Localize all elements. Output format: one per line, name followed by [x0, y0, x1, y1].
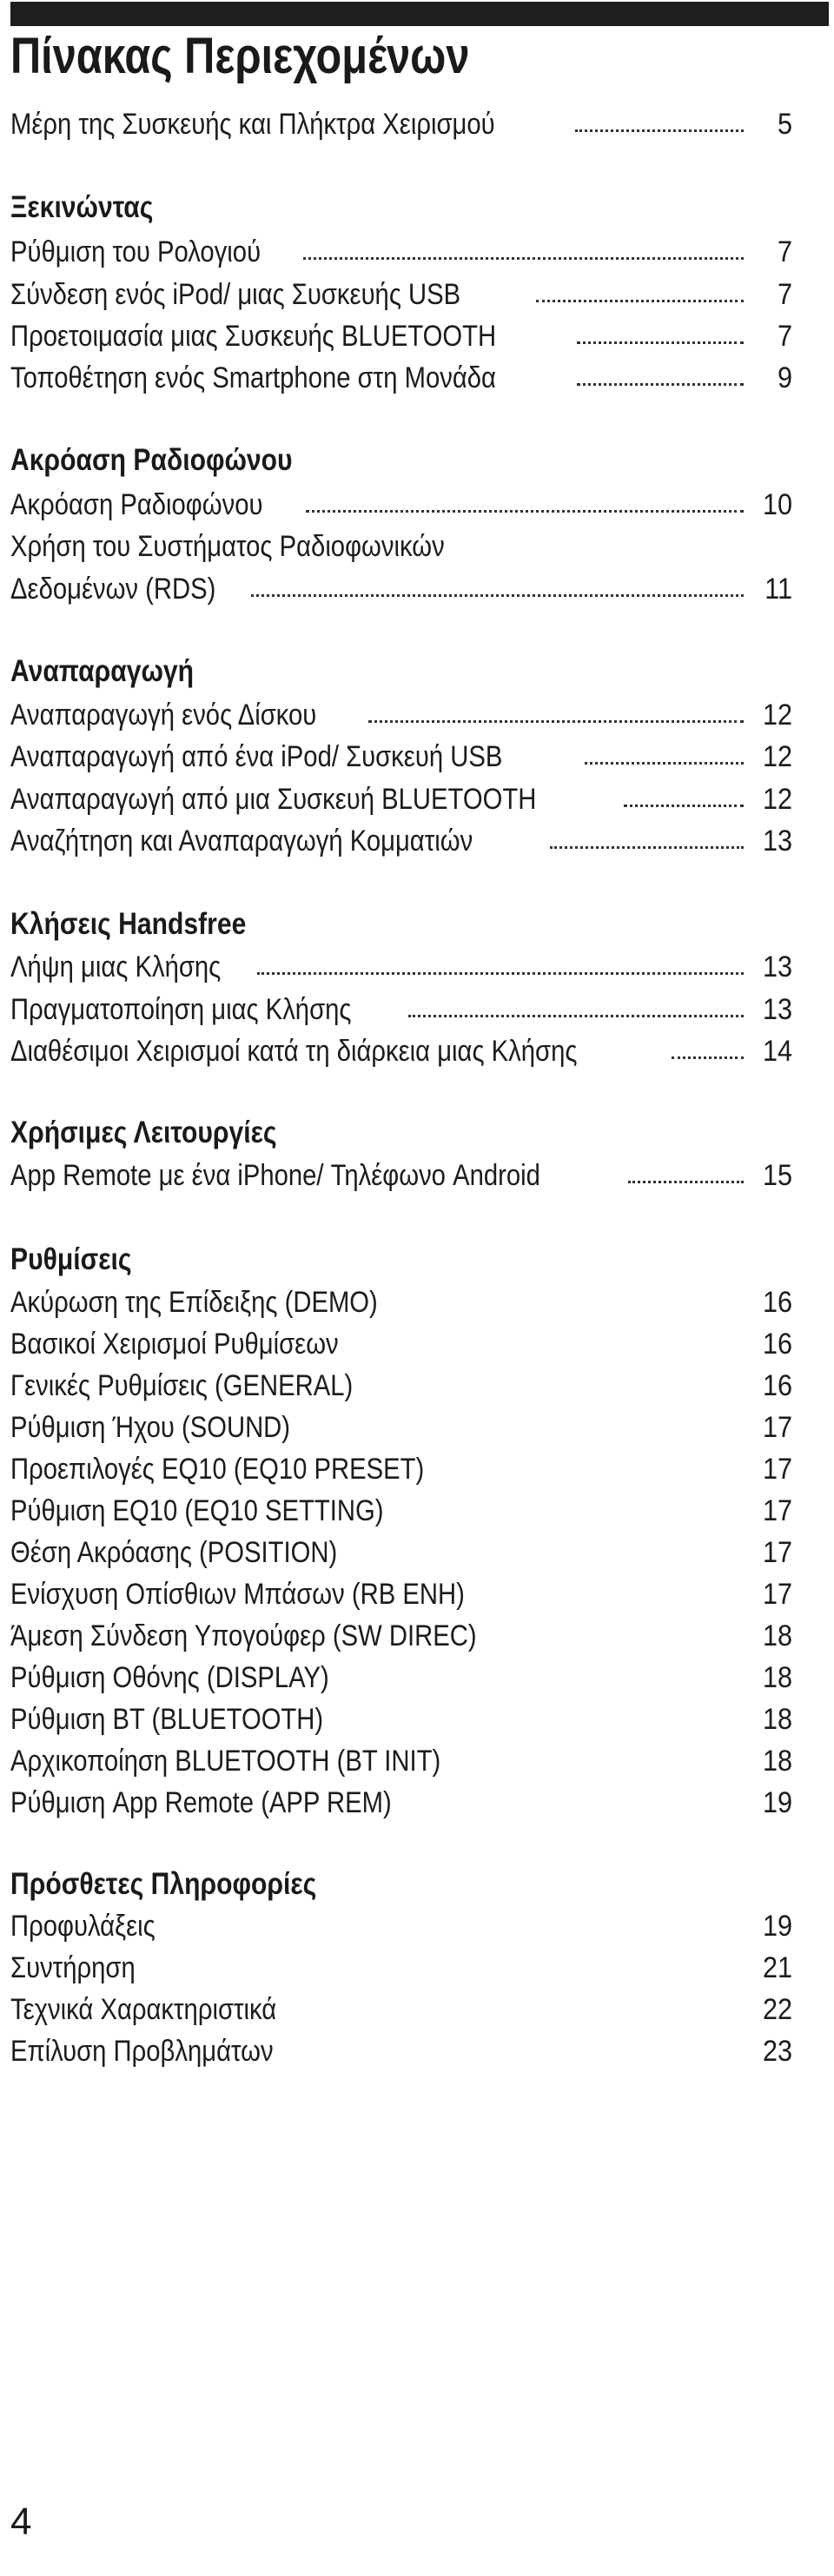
toc-entry-page: 12: [762, 783, 792, 816]
toc-entry-page: 16: [762, 1328, 792, 1361]
toc-entry-label: Ρύθμιση BT (BLUETOOTH): [10, 1703, 324, 1736]
toc-entry-page: 12: [762, 740, 792, 773]
toc-entry-label: Μέρη της Συσκευής και Πλήκτρα Χειρισμού: [10, 108, 495, 141]
header-rule: [10, 2, 829, 26]
toc-entry[interactable]: [10, 991, 792, 1028]
toc-entry-label: Αναζήτηση και Αναπαραγωγή Κομματιών: [10, 824, 473, 858]
toc-entry[interactable]: [10, 234, 792, 270]
toc-entry-label: Προετοιμασία μιας Συσκευής BLUETOOTH: [10, 320, 497, 353]
toc-entry[interactable]: [10, 276, 792, 313]
toc-entry[interactable]: [10, 571, 792, 607]
toc-entry[interactable]: [10, 1618, 792, 1654]
toc-entry-label: Ακύρωση της Επίδειξης (DEMO): [10, 1286, 378, 1319]
toc-entry[interactable]: [10, 1367, 792, 1404]
toc-entry-page: 19: [762, 1910, 792, 1943]
toc-entry-label: Αναπαραγωγή ενός Δίσκου: [10, 699, 317, 732]
page-title: Πίνακας Περιεχομένων: [10, 28, 470, 84]
toc-entry-page: 17: [762, 1453, 792, 1486]
dot-leader: [672, 1053, 744, 1059]
toc-entry-label: Ρύθμιση του Ρολογιού: [10, 235, 261, 268]
dot-leader: [624, 801, 744, 807]
toc-entry[interactable]: [10, 738, 792, 775]
toc-entry-page: 13: [762, 993, 792, 1026]
toc-entry-page: 18: [762, 1703, 792, 1736]
dot-leader: [536, 296, 744, 302]
toc-entry-label: Θέση Ακρόασης (POSITION): [10, 1536, 338, 1569]
toc-entry-label: Προφυλάξεις: [10, 1910, 156, 1943]
dot-leader: [575, 126, 744, 132]
toc-entry-page: 17: [762, 1411, 792, 1444]
toc-entry[interactable]: [10, 1157, 792, 1194]
section-heading: Πρόσθετες Πληροφορίες: [10, 1867, 317, 1901]
toc-entry[interactable]: [10, 697, 792, 733]
dot-leader: [577, 380, 744, 386]
dot-leader: [368, 717, 744, 723]
toc-entry[interactable]: [10, 106, 792, 142]
dot-leader: [306, 507, 744, 513]
toc-entry-label: Ρύθμιση Οθόνης (DISPLAY): [10, 1661, 329, 1694]
toc-entry-label: Προεπιλογές EQ10 (EQ10 PRESET): [10, 1453, 425, 1486]
toc-entry-label: Γενικές Ρυθμίσεις (GENERAL): [10, 1369, 354, 1402]
toc-entry-label: Ρύθμιση Ήχου (SOUND): [10, 1411, 291, 1444]
toc-entry-page: 21: [762, 1951, 792, 1984]
toc-entry-label: Δεδομένων (RDS): [10, 573, 216, 606]
toc-entry-page: 17: [762, 1536, 792, 1569]
dot-leader: [408, 1011, 744, 1017]
toc-entry-label: Αρχικοποίηση BLUETOOTH (BT INIT): [10, 1745, 441, 1778]
dot-leader: [550, 843, 744, 849]
section-heading: Ξεκινώντας: [10, 190, 154, 224]
section-heading: Αναπαραγωγή: [10, 654, 194, 688]
toc-entry[interactable]: [10, 781, 792, 818]
toc-entry[interactable]: [10, 1701, 792, 1738]
toc-entry-page: 13: [762, 824, 792, 858]
toc-entry-label: Χρήση του Συστήματος Ραδιοφωνικών: [10, 530, 445, 563]
toc-entry-page: 18: [762, 1619, 792, 1652]
toc-entry-label: Ρύθμιση EQ10 (EQ10 SETTING): [10, 1494, 384, 1527]
page-number: 4: [10, 2500, 32, 2543]
toc-entry[interactable]: [10, 360, 792, 396]
toc-entry-page: 15: [762, 1159, 792, 1192]
toc-entry-label: Ενίσχυση Οπίσθιων Μπάσων (RB ENH): [10, 1578, 465, 1611]
toc-entry-label: Ακρόαση Ραδιοφώνου: [10, 488, 263, 521]
toc-entry-page: 22: [762, 1993, 792, 2026]
toc-entry-label: Σύνδεση ενός iPod/ μιας Συσκευής USB: [10, 278, 461, 311]
toc-entry-label: Λήψη μιας Κλήσης: [10, 950, 222, 983]
toc-entry[interactable]: [10, 528, 792, 565]
dot-leader: [577, 338, 744, 344]
toc-entry[interactable]: [10, 823, 792, 859]
toc-entry[interactable]: [10, 1950, 792, 1986]
toc-entry-page: 16: [762, 1286, 792, 1319]
toc-entry[interactable]: [10, 1908, 792, 1944]
toc-entry[interactable]: [10, 1785, 792, 1821]
toc-entry-page: 16: [762, 1369, 792, 1402]
dot-leader: [585, 758, 744, 765]
toc-entry-page: 11: [764, 573, 792, 606]
dot-leader: [257, 969, 744, 975]
toc-entry[interactable]: [10, 1991, 792, 2028]
toc-entry[interactable]: [10, 1409, 792, 1446]
toc-entry-label: Αναπαραγωγή από μια Συσκευή BLUETOOTH: [10, 783, 537, 816]
toc-entry-page: 18: [762, 1661, 792, 1694]
toc-entry[interactable]: [10, 1534, 792, 1571]
toc-entry-label: Αναπαραγωγή από ένα iPod/ Συσκευή USB: [10, 740, 503, 773]
toc-entry[interactable]: [10, 487, 792, 523]
toc-entry-page: 23: [762, 2035, 792, 2068]
section-heading: Ρυθμίσεις: [10, 1242, 132, 1276]
toc-entry-label: Άμεση Σύνδεση Υπογούφερ (SW DIREC): [10, 1619, 477, 1652]
toc-entry[interactable]: [10, 949, 792, 985]
toc-entry-label: Επίλυση Προβλημάτων: [10, 2035, 274, 2068]
toc-entry-page: 7: [777, 320, 792, 353]
toc-entry-page: 18: [762, 1745, 792, 1778]
toc-entry-page: 12: [762, 699, 792, 732]
toc-entry-page: 10: [762, 488, 792, 521]
toc-entry-page: 9: [777, 361, 792, 394]
toc-entry[interactable]: [10, 1576, 792, 1612]
toc-entry[interactable]: [10, 1659, 792, 1696]
toc-entry[interactable]: [10, 2033, 792, 2069]
toc-entry[interactable]: [10, 1326, 792, 1362]
section-heading: Κλήσεις Handsfree: [10, 907, 247, 941]
toc-entry[interactable]: [10, 1284, 792, 1321]
toc-entry-page: 7: [777, 235, 792, 268]
toc-entry-label: Διαθέσιμοι Χειρισμοί κατά τη διάρκεια μιας Κλήσης: [10, 1035, 578, 1068]
toc-entry-label: Τεχνικά Χαρακτηριστικά: [10, 1993, 277, 2026]
toc-entry-label: Συντήρηση: [10, 1951, 136, 1984]
dot-leader: [628, 1177, 744, 1183]
toc-entry-label: Βασικοί Χειρισμοί Ρυθμίσεων: [10, 1328, 339, 1361]
toc-entry[interactable]: [10, 1451, 792, 1487]
toc-entry-page: 17: [762, 1578, 792, 1611]
dot-leader: [251, 591, 744, 597]
toc-entry-page: 13: [762, 950, 792, 983]
toc-entry-page: 7: [777, 278, 792, 311]
dot-leader: [303, 254, 744, 260]
toc-entry[interactable]: [10, 1493, 792, 1529]
toc-entry-page: 19: [762, 1786, 792, 1819]
toc-entry[interactable]: [10, 1033, 792, 1069]
toc-entry-page: 5: [777, 108, 792, 141]
toc-entry-label: Πραγματοποίηση μιας Κλήσης: [10, 993, 352, 1026]
toc-entry-label: Ρύθμιση App Remote (APP REM): [10, 1786, 392, 1819]
section-heading: Ακρόαση Ραδιοφώνου: [10, 443, 293, 477]
toc-entry[interactable]: [10, 318, 792, 354]
section-heading: Χρήσιμες Λειτουργίες: [10, 1116, 277, 1149]
toc-entry-label: Τοποθέτηση ενός Smartphone στη Μονάδα: [10, 361, 496, 394]
toc-entry-page: 14: [762, 1035, 792, 1068]
toc-entry-page: 17: [762, 1494, 792, 1527]
toc-entry[interactable]: [10, 1743, 792, 1779]
toc-entry-label: App Remote με ένα iPhone/ Τηλέφωνο Android: [10, 1159, 540, 1192]
